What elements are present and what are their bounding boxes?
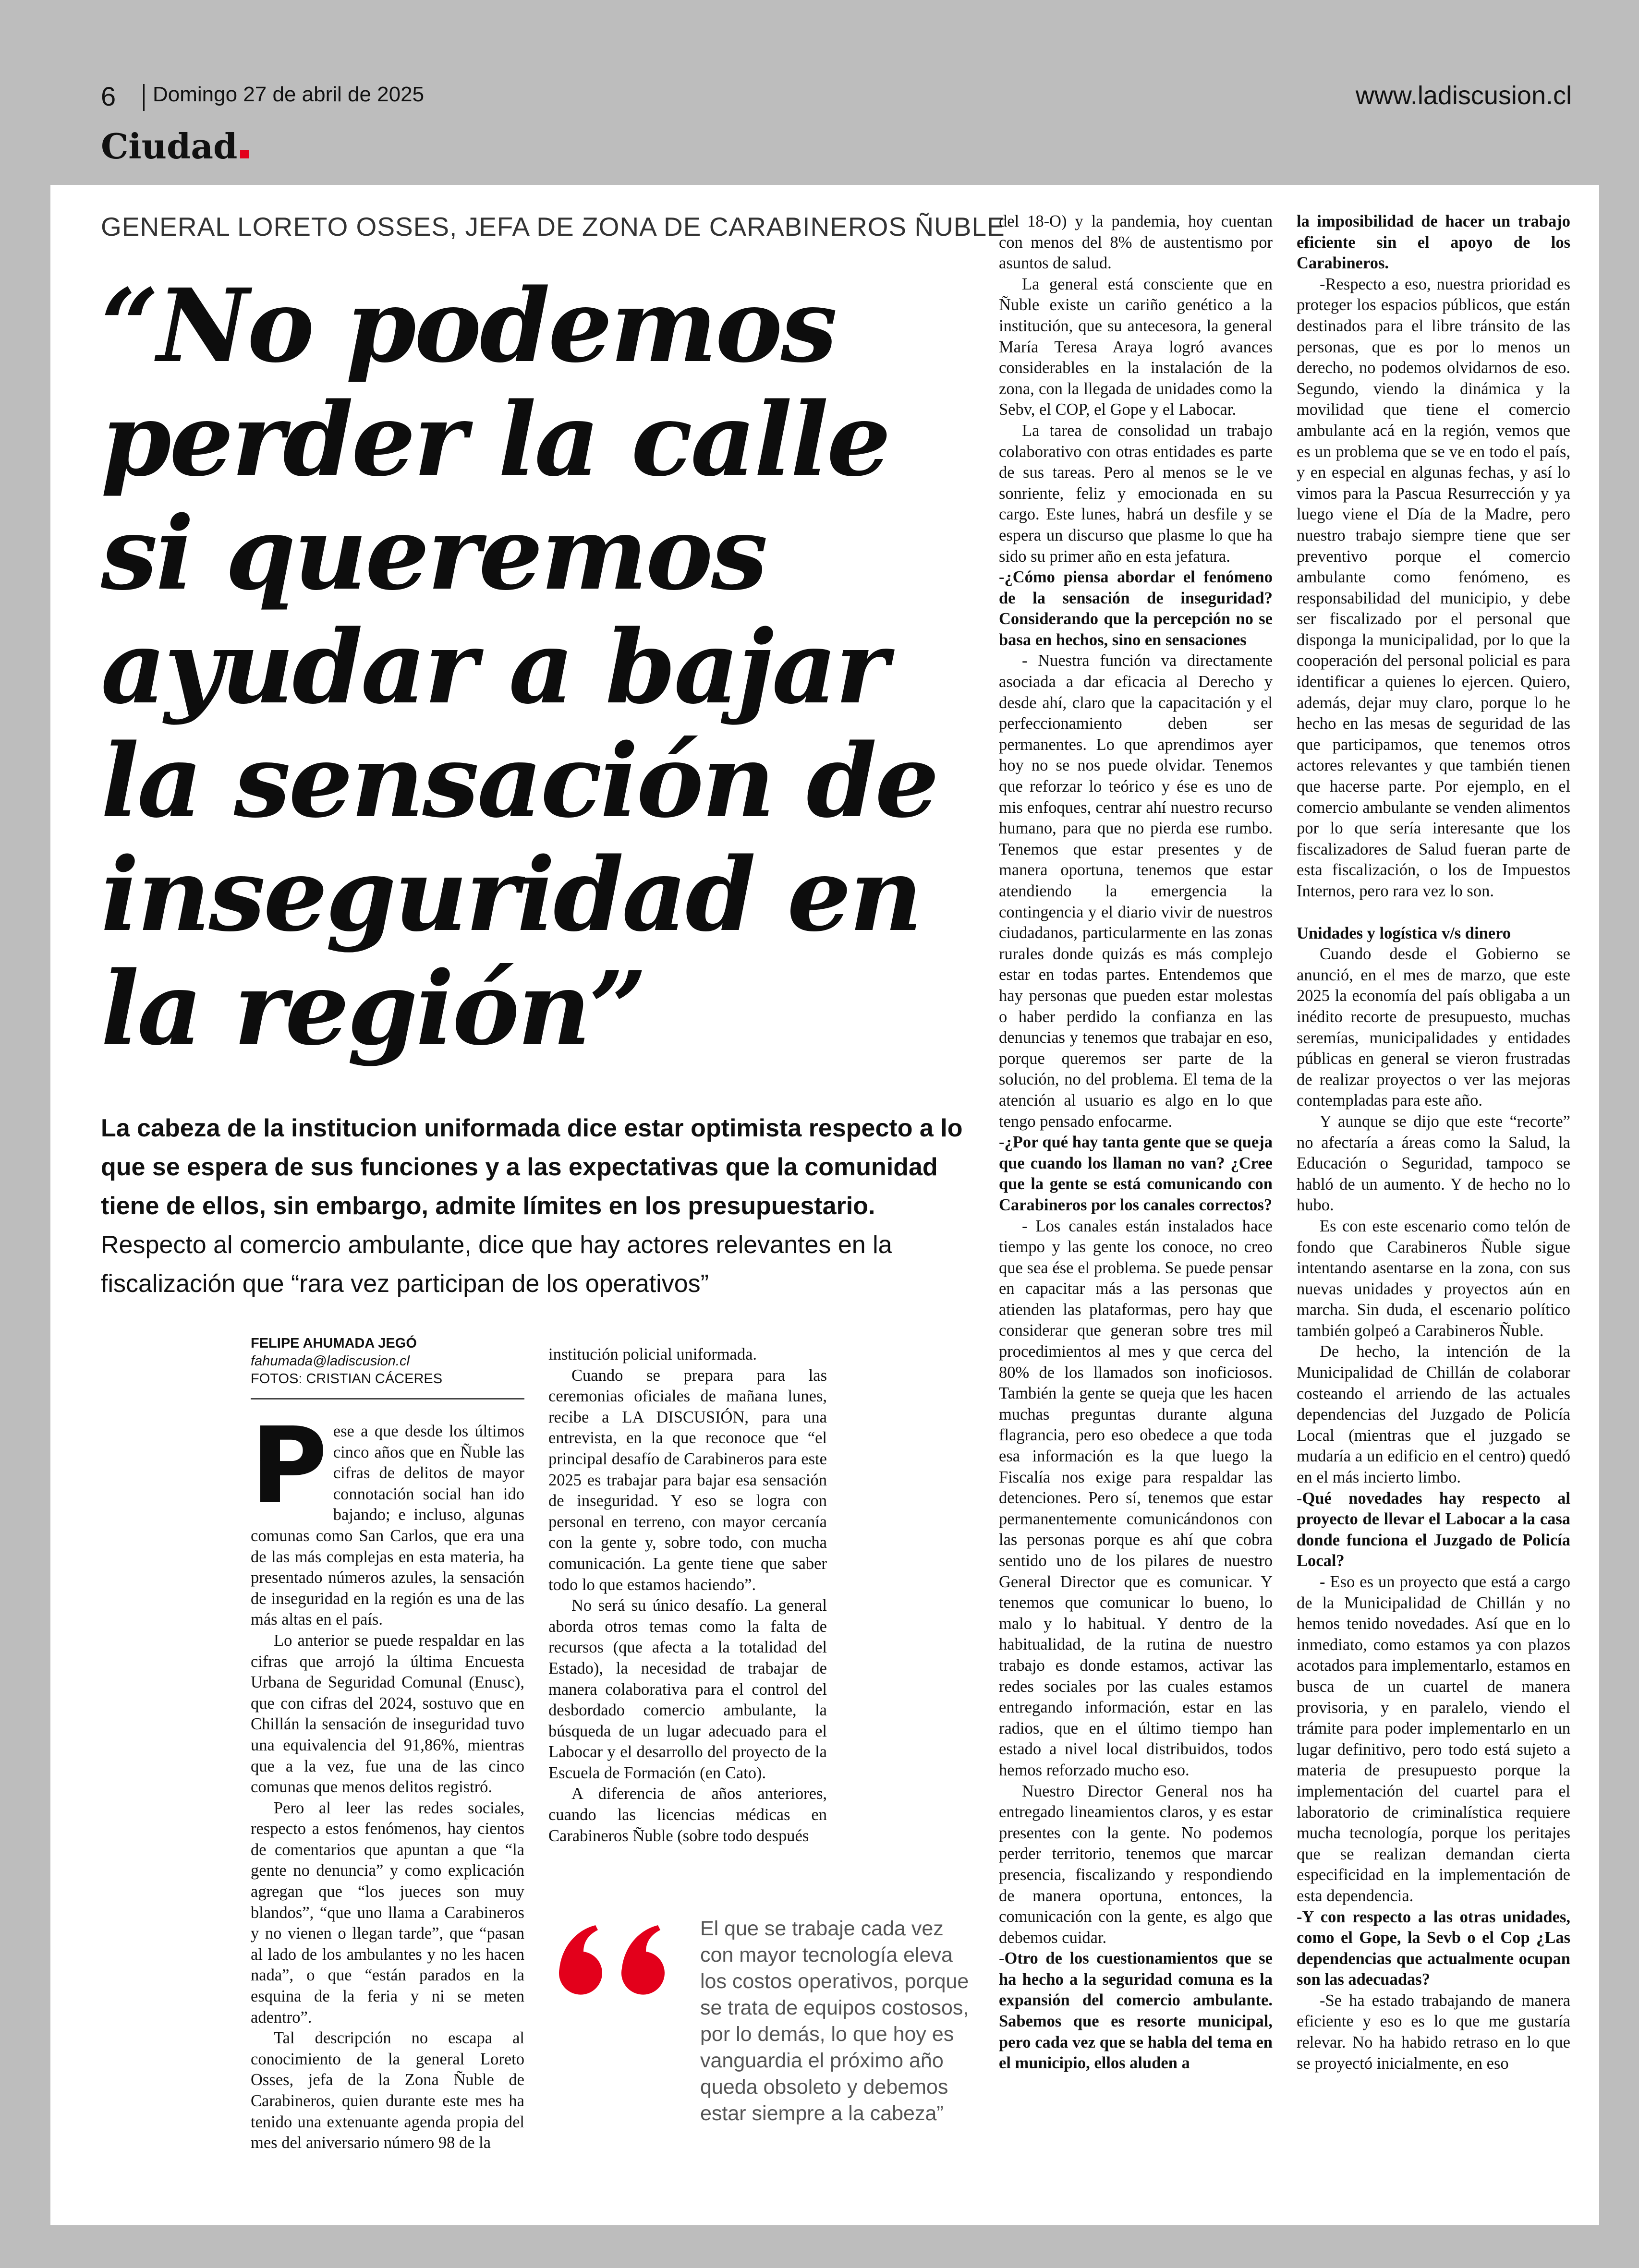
interview-answer: -Respecto a eso, nuestra prioridad es proteger los espacios públicos, que están destinados para el libre tránsito de las personas, que es por lo menos un derecho, no podemos olvidarnos de eso. Segundo, viendo la dinámica y la movilidad que tiene el comercio ambulante acá en la región, vemos que es un problema que se ve en todo el país, y en especial en algunas fechas, y así lo vimos para la Pascua Resurrección y ya luego viene el Día de la Madre, pero nuestro trabajo siempre tiene que ser preventivo porque el comercio ambulante como fenómeno, es responsabilidad del municipio, y debe ser fiscalizado por el personal que disponga la municipalidad, por lo que la cooperación del personal policial es para identificar a quienes lo ejercen. Quiero, además, dejar muy claro, porque lo he hecho en las mesas de seguridad de las que participamos, que tenemos otros actores relevantes y que también tienen que hacerse parte. Por ejemplo, en el comercio ambulante se venden alimentos por lo que sería interesante que los fiscalizadores de Salud fueran parte de esta fiscalización, o los de Impuestos Internos, pero rara vez lo son.: [1297, 275, 1570, 900]
byline-email[interactable]: fahumada@ladiscusion.cl: [251, 1353, 410, 1369]
interview-question: -¿Cómo piensa abordar el fenómeno de la sensación de inseguridad? Considerando que la percepción no se basa en hechos, sino en sensaciones: [999, 568, 1273, 649]
interview-answer: -Se ha estado trabajando de manera eficiente y eso es lo que me gustaría relevar. No ha habido retraso en lo que se proyectó inicialmente, en eso: [1297, 1991, 1570, 2073]
website-link[interactable]: www.ladiscusion.cl: [1355, 81, 1572, 110]
paragraph: A diferencia de años anteriores, cuando las licencias médicas en Carabineros Ñuble (sobre todo después: [548, 1785, 827, 1845]
paragraph: Pero al leer las redes sociales, respecto a estos fenómenos, hay cientos de comentarios que apuntan a que “la gente no denuncia” y como explicación agregan que “los jueces son muy blandos”, “que uno llama a Carabineros y no vienen o llegan tarde”, que “pasan al lado de los ambulantes y no les hacen nada”, o que “están parados en la esquina de la feria y ni se meten adentro”.: [251, 1798, 524, 2027]
interview-answer: - Los canales están instalados hace tiempo y las gente los conoce, no creo que sea ése el problema. Se puede pensar en capacitar más a las personas que atienden las plataformas, pero hay que considerar que generan sobre tres mil procedimientos al mes y que cerca del 80% de los llamados son inoficiosos. También la gente se queja que les hacen muchas preguntas durante alguna flagrancia, pero eso obedece a que toda esa información es la que luego la Fiscalía nos exige para respaldar las detenciones. Pero sí, tenemos que estar permanentemente comunicándonos con las personas porque es ahí que cobra sentido uno de los pilares de nuestro General Director que es comunicar. Y tenemos que comunicar lo bueno, lo malo y lo habitual. Y dentro de la habitualidad, de la rutina de nuestro trabajo es donde estamos, activar las redes sociales por las cuales estamos entregando información, estar en las radios, que en el último tiempo han estado a nivel local distribuidos, todos hemos reforzado mucho eso.: [999, 1217, 1273, 1779]
paragraph: Es con este escenario como telón de fondo que Carabineros Ñuble sigue intentando asentarse en la zona, con sus nuevas unidades y proyectos aún en marcha. Sin duda, el escenario político también golpeó a Carabineros Ñuble.: [1297, 1217, 1570, 1340]
byline-photos: FOTOS: CRISTIAN CÁCERES: [251, 1371, 443, 1387]
interview-answer: Nuestro Director General nos ha entregado lineamientos claros, y es estar presentes con la gente. No podemos perder territorio, tenemos que marcar presencia, fiscalizando y respondiendo de manera oportuna, entonces, la comunicación con la gente, es algo que debemos cuidar.: [999, 1782, 1273, 1947]
section-dot-icon: [240, 150, 249, 158]
interview-answer: - Nuestra función va directamente asociada a dar eficacia al Derecho y desde ahí, claro que la capacitación y el perfeccionamiento deben ser permanentes. Lo que aprendimos ayer hoy no se nos puede olvidar. Tenemos que reforzar lo teórico y ése es uno de mis enfoques, centrar ahí nuestro recurso humano, para que no pierda ese rumbo. Tenemos que estar presentes y de manera oportuna, tenemos que estar atendiendo la emergencia la contingencia y el diario vivir de nuestros ciudadanos, particularmente en las zonas rurales donde quizás es más complejo estar en todas partes. Entendemos que hay personas que pueden estar molestas o haber perdido la confianza en las denuncias y tenemos que trabajar en eso, porque queremos ser parte de la solución, no del problema. El tema de la atención al usuario es algo en lo que tengo pensado enfocarme.: [999, 651, 1273, 1131]
subheading: Unidades y logística v/s dinero: [1297, 924, 1511, 942]
pull-quote: El que se trabaje cada vez con mayor tecnología eleva los costos operativos, porque se trata de equipos costosos, por lo demás, lo que hoy es vanguardia el próximo año queda obsoleto y debemos estar siempre a la cabeza”: [700, 1917, 969, 2125]
article-headline: “No podemos perder la calle si queremos ayudar a bajar la sensación de inseguridad en la región”: [101, 266, 937, 1068]
interview-answer: - Eso es un proyecto que está a cargo de la Municipalidad de Chillán y no hemos tenido novedades. Así que en lo inmediato, como estamos ya con plazos acotados para implementarlo, estamos en busca de un cuartel de manera provisoria, y en paralelo, viendo el trámite para poder implementarlo en un lugar definitivo, pero todo está sujeto a materia de presupuesto porque la implementación del cuartel para el laboratorio de criminalística requiere mucha tecnología, porque los peritajes que se realizan demandan cierta especificidad en la implementación de esta dependencia.: [1297, 1573, 1570, 1905]
byline-divider: [251, 1398, 524, 1399]
page-number: 6: [101, 81, 116, 111]
article-column-2: [548, 1344, 827, 1846]
deck-regular: Respecto al comercio ambulante, dice que hay actores relevantes en la fiscalización que “rara vez participan de los operativos”: [101, 1231, 892, 1298]
article-column-1: [251, 1405, 524, 2154]
article-column-3: [999, 211, 1273, 2074]
paragraph: No será su único desafío. La general aborda otros temas como la falta de recursos (que afecta a la totalidad del Estado), la necesidad de trabajar de manera colaborativa para el control del desbordado comercio ambulante, la búsqueda de un lugar adecuado para el Labocar y el desarrollo del proyecto de la Escuela de Formación (en Cato).: [548, 1596, 827, 1782]
quote-marks-icon: [550, 1916, 675, 1997]
paragraph: De hecho, la intención de la Municipalidad de Chillán de colaborar costeando el arriendo de las actuales dependencias del Juzgado de Policía Local (mientras que el juzgado se mudaría a un edificio en el centro) quedó en el más incierto limbo.: [1297, 1342, 1570, 1487]
byline-author: FELIPE AHUMADA JEGÓ: [251, 1336, 417, 1351]
deck-bold: La cabeza de la institucion uniformada dice estar optimista respecto a lo que se espera de sus funciones y a las expectativas que la comunidad tiene de ellos, sin embargo, admite límites en los presupuestario.: [101, 1114, 963, 1220]
article-column-4: [1297, 211, 1570, 2074]
paragraph: Cuando se prepara para las ceremonias oficiales de mañana lunes, recibe a LA DISCUSIÓN, para una entrevista, en la que reconoce que “el principal desafío de Carabineros para este 2025 es trabajar para bajar esa sensación de inseguridad. Y eso se logra con personal en terreno, con mayor cercanía con la gente y, sobre todo, con mucha comunicación. La gente tiene que saber todo lo que estamos haciendo”.: [548, 1366, 827, 1594]
masthead: [0, 0, 1639, 185]
article-kicker: GENERAL LORETO OSSES, JEFA DE ZONA DE CARABINEROS ÑUBLE: [101, 212, 1005, 241]
paragraph: institución policial uniformada.: [548, 1345, 757, 1363]
paragraph: del 18-O) y la pandemia, hoy cuentan con menos del 8% de austentismo por asuntos de salud.: [999, 212, 1273, 273]
paragraph: Y aunque se dijo que este “recorte” no afectaría a áreas como la Salud, la Educación o Seguridad, tampoco se habló de un aumento. Y de hecho no lo hubo.: [1297, 1112, 1570, 1215]
masthead-separator: [143, 84, 145, 111]
paragraph: Tal descripción no escapa al conocimiento de la general Loreto Osses, jefa de la Zona Ñuble de Carabineros, quien durante este mes ha tenido una extenuante agenda propia del mes del aniversario número 98 de la: [251, 2029, 524, 2152]
paragraph: ese a que desde los últimos cinco años que en Ñuble las cifras de delitos de mayor connotación social han ido bajando; e incluso, algunas comunas como San Carlos, que era una de las más complejas en esta materia, ha presentado números azules, la sensación de inseguridad en la región es una de las más altas en el país.: [251, 1422, 524, 1629]
section-title: [101, 126, 249, 167]
interview-question: -Y con respecto a las otras unidades, como el Gope, la Sevb o el Cop ¿Las dependencias que actualmente ocupan son las adecuadas?: [1297, 1907, 1570, 1989]
drop-cap: P: [251, 1405, 328, 1527]
interview-question: -Qué novedades hay respecto al proyecto de llevar el Labocar a la casa donde funciona el Juzgado de Policía Local?: [1297, 1489, 1570, 1570]
section-label: Ciudad: [101, 126, 238, 167]
interview-question: -¿Por qué hay tanta gente que se queja que cuando los llaman no van? ¿Cree que la gente se está comunicando con Carabineros por los canales correctos?: [999, 1133, 1273, 1214]
paragraph: Lo anterior se puede respaldar en las cifras que arrojó la última Encuesta Urbana de Seguridad Comunal (Enusc), que con cifras del 2024, sostuvo que en Chillán la sensación de inseguridad tuvo una equivalencia del 91,86%, mientras que a la vez, fue una de las cinco comunas que menos delitos registró.: [251, 1631, 524, 1797]
interview-question: -Otro de los cuestionamientos que se ha hecho a la seguridad comuna es la expansión del comercio ambulante. Sabemos que es resorte municipal, pero cada vez que se habla del tema en el municipio, ellos aluden a: [999, 1949, 1273, 2073]
interview-question: la imposibilidad de hacer un trabajo eficiente sin el apoyo de los Carabineros.: [1297, 212, 1570, 273]
issue-date: Domingo 27 de abril de 2025: [153, 83, 425, 106]
paragraph: La general está consciente que en Ñuble existe un cariño genético a la institución, que su antecesora, la general María Teresa Araya logró avances considerables en la instalación de la zona, con la llegada de unidades como la Sebv, el COP, el Gope y el Labocar.: [999, 275, 1273, 419]
paragraph: Cuando desde el Gobierno se anunció, en el mes de marzo, que este 2025 la economía del país obligaba a un inédito recorte de presupuesto, muchas seremías, municipalidades y entidades públicas en general se vieron frustradas de realizar proyectos o ver las mejoras contempladas para este año.: [1297, 945, 1570, 1110]
byline: [251, 1335, 520, 1388]
paragraph: La tarea de consolidad un trabajo colaborativo con otras entidades es parte de sus tareas. Pero al menos se le ve sonriente, feliz y emocionada en su cargo. Este lunes, habrá un desfile y se espera un discurso que plasme lo que ha sido su primer año en esta jefatura.: [999, 421, 1273, 566]
article-deck: [101, 1109, 965, 1303]
